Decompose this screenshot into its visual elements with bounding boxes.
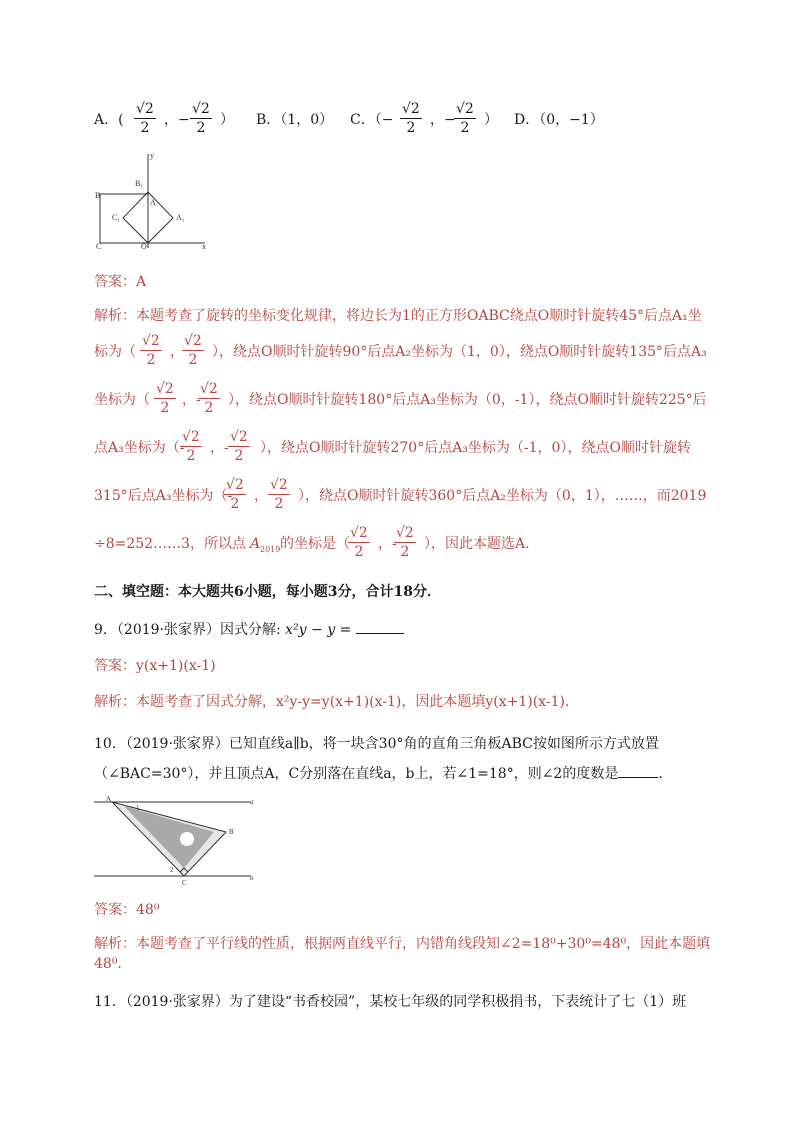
analysis-1-line-5: 315°后点A₃坐标为（- $\frac{√2}{2}$ ， $\frac{√2}{2}$ ），绕点O顺时针旋转360°后点A₂坐标为（0，1），……，而2019	[94, 477, 707, 512]
analysis-1-line-1: 解析：本题考查了旋转的坐标变化规律，将边长为1的正方形OABC绕点O顺时针旋转45°后点A₁坐	[94, 308, 702, 324]
fig2-label: C	[182, 879, 187, 887]
question-10-line-1: 10．（2019·张家界）已知直线a∥b，将一块含30°角的直角三角板ABC按如图所示方式放置	[94, 736, 659, 752]
question-11: 11．（2019·张家界）为了建设“书香校园”，某校七年级的同学积极捐书，下表统计了七（1）班	[94, 994, 687, 1010]
analysis-9: 解析：本题考查了因式分解，x²y-y=y(x+1)(x-1)，因此本题填y(x+1)(x-1)．	[94, 694, 579, 710]
fig1-label: C	[96, 242, 102, 250]
parallel-lines-triangle-figure	[92, 792, 262, 888]
fig2-label: B	[229, 828, 234, 836]
fig2-label: b	[250, 874, 254, 882]
fig1-label: B₁	[135, 179, 144, 188]
option-c: C．（− $\frac{√2}{2}$ ，− $\frac{√2}{2}$ ）	[350, 101, 498, 136]
analysis-1-line-4: 点A₃坐标为（- $\frac{√2}{2}$ ，- $\frac{√2}{2}$ ），绕点O顺时针旋转270°后点A₃坐标为（-1，0），绕点O顺时针旋转	[94, 429, 691, 464]
fig2-label: a	[250, 798, 254, 806]
option-d: D．（0，−1）	[514, 112, 604, 128]
answer-9: 答案：y(x+1)(x-1)	[94, 658, 216, 674]
fig2-label: 1	[136, 804, 140, 812]
fig1-label: A₁	[176, 213, 185, 222]
square-rotation-figure	[90, 148, 210, 250]
fig2-label: A	[106, 795, 112, 803]
question-10-line-2: （∠BAC=30°），并且顶点A，C分别落在直线a，b上，若∠1=18°，则∠2的度数是 ．	[94, 766, 673, 782]
fig1-label: C₁	[112, 213, 121, 222]
answer-1: 答案：A	[94, 274, 147, 290]
answer-blank	[618, 765, 658, 778]
section-2-heading: 二、填空题：本大题共6小题，每小题3分，合计18分．	[94, 584, 441, 600]
analysis-1-line-2: 标为（ $\frac{√2}{2}$ ， $\frac{√2}{2}$ ），绕点O顺时针旋转90°后点A₂坐标为（1，0），绕点O顺时针旋转135°后点A₃	[94, 333, 707, 368]
fig1-label: y	[150, 151, 154, 160]
fig1-label: O	[141, 242, 147, 250]
answer-10: 答案：48⁰	[94, 902, 160, 918]
option-b: B．（1，0）	[256, 112, 334, 128]
fig1-label: A	[150, 198, 156, 207]
analysis-10-line-2: 48⁰.	[94, 956, 122, 972]
analysis-1-line-6: ÷8=252……3，所以点 A 2019 的坐标是（ $\frac{√2}{2}$ ，- $\frac{√2}{2}$ ），因此本题选A．	[94, 525, 540, 560]
question-9: 9．（2019·张家界）因式分解: x²y − y =	[94, 620, 404, 640]
option-a: A．( $\frac{√2}{2}$ ，− $\frac{√2}{2}$ ）	[94, 101, 234, 136]
analysis-1-line-3: 坐标为（ $\frac{√2}{2}$ ，- $\frac{√2}{2}$ ），绕点O顺时针旋转180°后点A₃坐标为（0，-1），绕点O顺时针旋转225°后	[94, 381, 707, 416]
analysis-10-line-1: 解析：本题考查了平行线的性质，根据两直线平行，内错角线段知∠2=18⁰+30⁰=48⁰，因此本题填	[94, 936, 711, 952]
fig1-label: x	[202, 242, 206, 250]
answer-blank	[356, 621, 404, 634]
fig2-label: 2	[170, 866, 174, 874]
fig1-label: B	[95, 191, 101, 200]
